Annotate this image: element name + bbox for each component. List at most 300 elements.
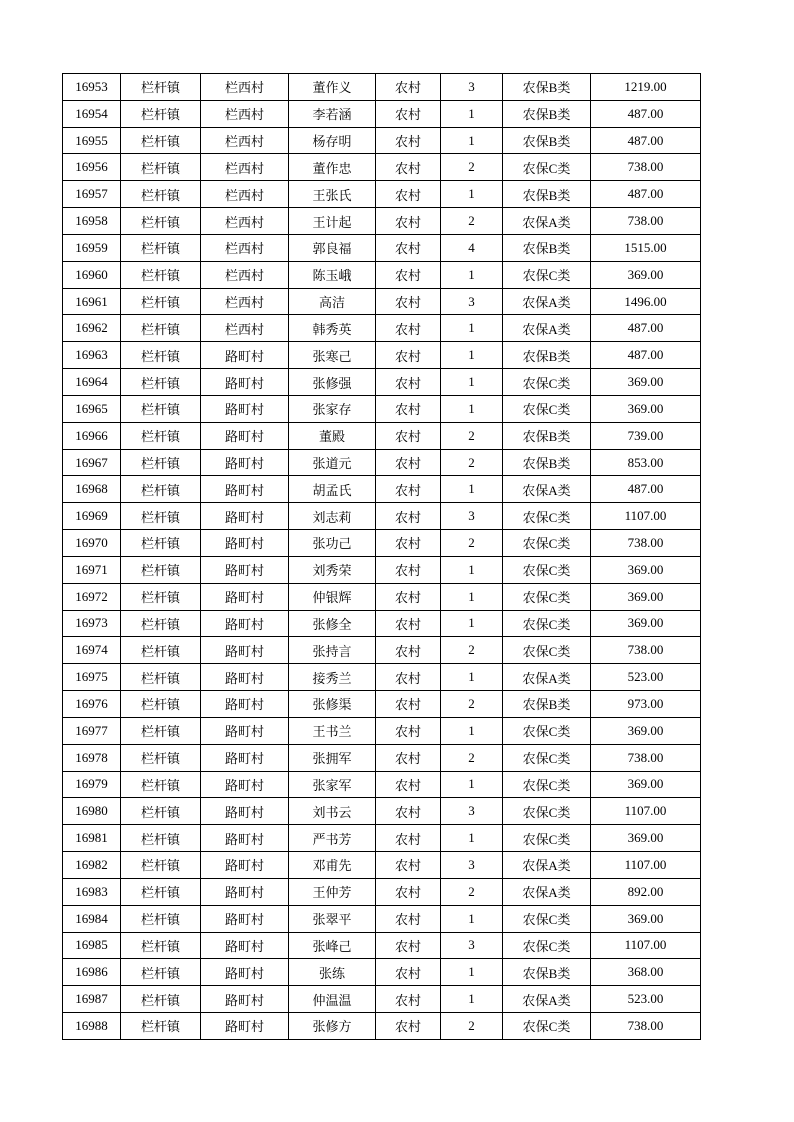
person-count-cell: 1 [441, 100, 503, 127]
town-cell: 栏杆镇 [121, 637, 201, 664]
table-row [63, 503, 701, 530]
town-cell: 栏杆镇 [121, 100, 201, 127]
amount-cell: 1515.00 [591, 234, 701, 261]
town-cell: 栏杆镇 [121, 610, 201, 637]
amount-cell: 369.00 [591, 583, 701, 610]
town-cell: 栏杆镇 [121, 154, 201, 181]
town-cell: 栏杆镇 [121, 717, 201, 744]
person-count-cell: 1 [441, 610, 503, 637]
subsidy-table [62, 73, 701, 1040]
table-row [63, 959, 701, 986]
amount-cell: 738.00 [591, 637, 701, 664]
record-id-cell: 16957 [63, 181, 121, 208]
person-name-cell: 张修方 [289, 1012, 376, 1039]
village-cell: 栏西村 [201, 315, 289, 342]
table-row [63, 422, 701, 449]
amount-cell: 369.00 [591, 610, 701, 637]
table-row [63, 798, 701, 825]
person-name-cell: 王仲芳 [289, 878, 376, 905]
residence-type-cell: 农村 [376, 798, 441, 825]
residence-type-cell: 农村 [376, 74, 441, 101]
table-row [63, 1012, 701, 1039]
town-cell: 栏杆镇 [121, 878, 201, 905]
amount-cell: 369.00 [591, 771, 701, 798]
amount-cell: 738.00 [591, 744, 701, 771]
table-row [63, 932, 701, 959]
insurance-category-cell: 农保A类 [503, 664, 591, 691]
person-count-cell: 1 [441, 395, 503, 422]
record-id-cell: 16955 [63, 127, 121, 154]
person-name-cell: 张峰己 [289, 932, 376, 959]
table-row [63, 530, 701, 557]
village-cell: 栏西村 [201, 181, 289, 208]
residence-type-cell: 农村 [376, 878, 441, 905]
amount-cell: 1107.00 [591, 798, 701, 825]
residence-type-cell: 农村 [376, 100, 441, 127]
town-cell: 栏杆镇 [121, 556, 201, 583]
record-id-cell: 16972 [63, 583, 121, 610]
residence-type-cell: 农村 [376, 637, 441, 664]
person-name-cell: 接秀兰 [289, 664, 376, 691]
record-id-cell: 16979 [63, 771, 121, 798]
amount-cell: 369.00 [591, 395, 701, 422]
table-row [63, 181, 701, 208]
record-id-cell: 16986 [63, 959, 121, 986]
amount-cell: 738.00 [591, 530, 701, 557]
village-cell: 路町村 [201, 825, 289, 852]
person-name-cell: 张道元 [289, 449, 376, 476]
person-count-cell: 1 [441, 825, 503, 852]
person-name-cell: 王计起 [289, 208, 376, 235]
record-id-cell: 16976 [63, 691, 121, 718]
record-id-cell: 16953 [63, 74, 121, 101]
town-cell: 栏杆镇 [121, 127, 201, 154]
town-cell: 栏杆镇 [121, 583, 201, 610]
record-id-cell: 16981 [63, 825, 121, 852]
record-id-cell: 16973 [63, 610, 121, 637]
amount-cell: 1219.00 [591, 74, 701, 101]
town-cell: 栏杆镇 [121, 288, 201, 315]
town-cell: 栏杆镇 [121, 905, 201, 932]
insurance-category-cell: 农保C类 [503, 744, 591, 771]
insurance-category-cell: 农保B类 [503, 181, 591, 208]
amount-cell: 738.00 [591, 208, 701, 235]
village-cell: 路町村 [201, 959, 289, 986]
person-count-cell: 1 [441, 771, 503, 798]
village-cell: 路町村 [201, 1012, 289, 1039]
residence-type-cell: 农村 [376, 691, 441, 718]
table-row [63, 127, 701, 154]
amount-cell: 1107.00 [591, 503, 701, 530]
residence-type-cell: 农村 [376, 744, 441, 771]
village-cell: 路町村 [201, 530, 289, 557]
table-row [63, 395, 701, 422]
person-count-cell: 2 [441, 449, 503, 476]
village-cell: 路町村 [201, 610, 289, 637]
insurance-category-cell: 农保B类 [503, 100, 591, 127]
residence-type-cell: 农村 [376, 610, 441, 637]
record-id-cell: 16974 [63, 637, 121, 664]
person-name-cell: 张寒己 [289, 342, 376, 369]
residence-type-cell: 农村 [376, 342, 441, 369]
amount-cell: 487.00 [591, 342, 701, 369]
amount-cell: 739.00 [591, 422, 701, 449]
amount-cell: 487.00 [591, 127, 701, 154]
town-cell: 栏杆镇 [121, 208, 201, 235]
town-cell: 栏杆镇 [121, 261, 201, 288]
town-cell: 栏杆镇 [121, 449, 201, 476]
record-id-cell: 16984 [63, 905, 121, 932]
table-row [63, 905, 701, 932]
person-name-cell: 张练 [289, 959, 376, 986]
town-cell: 栏杆镇 [121, 664, 201, 691]
amount-cell: 369.00 [591, 369, 701, 396]
table-row [63, 771, 701, 798]
record-id-cell: 16977 [63, 717, 121, 744]
record-id-cell: 16988 [63, 1012, 121, 1039]
amount-cell: 369.00 [591, 717, 701, 744]
village-cell: 路町村 [201, 717, 289, 744]
town-cell: 栏杆镇 [121, 1012, 201, 1039]
person-count-cell: 1 [441, 556, 503, 583]
person-count-cell: 2 [441, 637, 503, 664]
table-row [63, 342, 701, 369]
person-name-cell: 张修渠 [289, 691, 376, 718]
amount-cell: 853.00 [591, 449, 701, 476]
table-row [63, 100, 701, 127]
insurance-category-cell: 农保A类 [503, 878, 591, 905]
village-cell: 路町村 [201, 503, 289, 530]
town-cell: 栏杆镇 [121, 234, 201, 261]
town-cell: 栏杆镇 [121, 691, 201, 718]
person-count-cell: 1 [441, 986, 503, 1013]
insurance-category-cell: 农保B类 [503, 449, 591, 476]
village-cell: 栏西村 [201, 234, 289, 261]
insurance-category-cell: 农保C类 [503, 932, 591, 959]
village-cell: 路町村 [201, 932, 289, 959]
table-row [63, 556, 701, 583]
town-cell: 栏杆镇 [121, 798, 201, 825]
town-cell: 栏杆镇 [121, 771, 201, 798]
record-id-cell: 16954 [63, 100, 121, 127]
village-cell: 路町村 [201, 422, 289, 449]
person-name-cell: 张持言 [289, 637, 376, 664]
insurance-category-cell: 农保C类 [503, 154, 591, 181]
person-count-cell: 2 [441, 691, 503, 718]
amount-cell: 369.00 [591, 261, 701, 288]
person-count-cell: 3 [441, 798, 503, 825]
residence-type-cell: 农村 [376, 503, 441, 530]
town-cell: 栏杆镇 [121, 74, 201, 101]
person-count-cell: 2 [441, 154, 503, 181]
table-row [63, 717, 701, 744]
insurance-category-cell: 农保A类 [503, 208, 591, 235]
village-cell: 路町村 [201, 637, 289, 664]
amount-cell: 738.00 [591, 154, 701, 181]
insurance-category-cell: 农保C类 [503, 369, 591, 396]
person-count-cell: 2 [441, 744, 503, 771]
insurance-category-cell: 农保B类 [503, 234, 591, 261]
amount-cell: 892.00 [591, 878, 701, 905]
person-name-cell: 杨存明 [289, 127, 376, 154]
residence-type-cell: 农村 [376, 395, 441, 422]
record-id-cell: 16965 [63, 395, 121, 422]
village-cell: 路町村 [201, 476, 289, 503]
person-name-cell: 高洁 [289, 288, 376, 315]
record-id-cell: 16978 [63, 744, 121, 771]
record-id-cell: 16966 [63, 422, 121, 449]
record-id-cell: 16987 [63, 986, 121, 1013]
table-row [63, 691, 701, 718]
record-id-cell: 16982 [63, 852, 121, 879]
amount-cell: 1107.00 [591, 932, 701, 959]
insurance-category-cell: 农保A类 [503, 315, 591, 342]
residence-type-cell: 农村 [376, 288, 441, 315]
record-id-cell: 16962 [63, 315, 121, 342]
person-name-cell: 王书兰 [289, 717, 376, 744]
insurance-category-cell: 农保C类 [503, 556, 591, 583]
amount-cell: 368.00 [591, 959, 701, 986]
insurance-category-cell: 农保A类 [503, 986, 591, 1013]
town-cell: 栏杆镇 [121, 986, 201, 1013]
record-id-cell: 16983 [63, 878, 121, 905]
residence-type-cell: 农村 [376, 932, 441, 959]
insurance-category-cell: 农保C类 [503, 395, 591, 422]
person-count-cell: 2 [441, 878, 503, 905]
person-count-cell: 1 [441, 905, 503, 932]
person-count-cell: 3 [441, 852, 503, 879]
record-id-cell: 16970 [63, 530, 121, 557]
table-row [63, 288, 701, 315]
residence-type-cell: 农村 [376, 825, 441, 852]
person-count-cell: 1 [441, 315, 503, 342]
person-count-cell: 4 [441, 234, 503, 261]
table-row [63, 234, 701, 261]
amount-cell: 369.00 [591, 825, 701, 852]
insurance-category-cell: 农保A类 [503, 476, 591, 503]
insurance-category-cell: 农保C类 [503, 610, 591, 637]
amount-cell: 973.00 [591, 691, 701, 718]
village-cell: 路町村 [201, 878, 289, 905]
residence-type-cell: 农村 [376, 127, 441, 154]
table-row [63, 369, 701, 396]
person-count-cell: 1 [441, 342, 503, 369]
residence-type-cell: 农村 [376, 717, 441, 744]
residence-type-cell: 农村 [376, 583, 441, 610]
table-row [63, 449, 701, 476]
person-name-cell: 董作义 [289, 74, 376, 101]
residence-type-cell: 农村 [376, 181, 441, 208]
village-cell: 栏西村 [201, 208, 289, 235]
insurance-category-cell: 农保B类 [503, 342, 591, 369]
person-count-cell: 1 [441, 127, 503, 154]
amount-cell: 523.00 [591, 986, 701, 1013]
town-cell: 栏杆镇 [121, 395, 201, 422]
person-name-cell: 董殿 [289, 422, 376, 449]
amount-cell: 487.00 [591, 476, 701, 503]
person-count-cell: 2 [441, 208, 503, 235]
person-count-cell: 1 [441, 476, 503, 503]
insurance-category-cell: 农保C类 [503, 261, 591, 288]
person-count-cell: 1 [441, 959, 503, 986]
amount-cell: 487.00 [591, 100, 701, 127]
person-count-cell: 3 [441, 288, 503, 315]
table-row [63, 852, 701, 879]
town-cell: 栏杆镇 [121, 181, 201, 208]
village-cell: 栏西村 [201, 154, 289, 181]
person-count-cell: 1 [441, 261, 503, 288]
person-count-cell: 2 [441, 530, 503, 557]
person-name-cell: 董作忠 [289, 154, 376, 181]
person-name-cell: 刘书云 [289, 798, 376, 825]
table-row [63, 664, 701, 691]
person-name-cell: 郭良福 [289, 234, 376, 261]
person-name-cell: 刘志莉 [289, 503, 376, 530]
amount-cell: 523.00 [591, 664, 701, 691]
village-cell: 路町村 [201, 449, 289, 476]
person-count-cell: 3 [441, 503, 503, 530]
table-row [63, 208, 701, 235]
person-count-cell: 1 [441, 583, 503, 610]
record-id-cell: 16971 [63, 556, 121, 583]
record-id-cell: 16964 [63, 369, 121, 396]
table-row [63, 261, 701, 288]
village-cell: 路町村 [201, 664, 289, 691]
village-cell: 路町村 [201, 771, 289, 798]
insurance-category-cell: 农保B类 [503, 691, 591, 718]
insurance-category-cell: 农保C类 [503, 825, 591, 852]
person-name-cell: 陈玉峨 [289, 261, 376, 288]
residence-type-cell: 农村 [376, 208, 441, 235]
person-name-cell: 刘秀荣 [289, 556, 376, 583]
amount-cell: 487.00 [591, 181, 701, 208]
residence-type-cell: 农村 [376, 664, 441, 691]
residence-type-cell: 农村 [376, 905, 441, 932]
town-cell: 栏杆镇 [121, 503, 201, 530]
insurance-category-cell: 农保B类 [503, 422, 591, 449]
person-name-cell: 仲银辉 [289, 583, 376, 610]
table-row [63, 583, 701, 610]
record-id-cell: 16975 [63, 664, 121, 691]
town-cell: 栏杆镇 [121, 932, 201, 959]
insurance-category-cell: 农保C类 [503, 1012, 591, 1039]
person-count-cell: 1 [441, 369, 503, 396]
person-count-cell: 1 [441, 664, 503, 691]
record-id-cell: 16959 [63, 234, 121, 261]
village-cell: 路町村 [201, 852, 289, 879]
person-name-cell: 张修强 [289, 369, 376, 396]
town-cell: 栏杆镇 [121, 825, 201, 852]
village-cell: 路町村 [201, 798, 289, 825]
insurance-category-cell: 农保C类 [503, 530, 591, 557]
village-cell: 路町村 [201, 395, 289, 422]
residence-type-cell: 农村 [376, 1012, 441, 1039]
person-name-cell: 王张氏 [289, 181, 376, 208]
amount-cell: 1496.00 [591, 288, 701, 315]
village-cell: 路町村 [201, 342, 289, 369]
record-id-cell: 16980 [63, 798, 121, 825]
amount-cell: 738.00 [591, 1012, 701, 1039]
amount-cell: 1107.00 [591, 852, 701, 879]
village-cell: 栏西村 [201, 127, 289, 154]
insurance-category-cell: 农保A类 [503, 288, 591, 315]
insurance-category-cell: 农保C类 [503, 905, 591, 932]
table-row [63, 878, 701, 905]
village-cell: 栏西村 [201, 288, 289, 315]
person-name-cell: 张家存 [289, 395, 376, 422]
person-name-cell: 邓甫先 [289, 852, 376, 879]
residence-type-cell: 农村 [376, 261, 441, 288]
table-row [63, 74, 701, 101]
person-count-cell: 1 [441, 717, 503, 744]
town-cell: 栏杆镇 [121, 744, 201, 771]
person-count-cell: 3 [441, 932, 503, 959]
insurance-category-cell: 农保C类 [503, 717, 591, 744]
residence-type-cell: 农村 [376, 315, 441, 342]
insurance-category-cell: 农保C类 [503, 771, 591, 798]
village-cell: 路町村 [201, 691, 289, 718]
record-id-cell: 16956 [63, 154, 121, 181]
insurance-category-cell: 农保C类 [503, 637, 591, 664]
insurance-category-cell: 农保B类 [503, 74, 591, 101]
table-row [63, 476, 701, 503]
person-count-cell: 1 [441, 181, 503, 208]
residence-type-cell: 农村 [376, 530, 441, 557]
record-id-cell: 16967 [63, 449, 121, 476]
person-name-cell: 张功己 [289, 530, 376, 557]
town-cell: 栏杆镇 [121, 315, 201, 342]
table-row [63, 637, 701, 664]
table-row [63, 610, 701, 637]
village-cell: 路町村 [201, 986, 289, 1013]
insurance-category-cell: 农保C类 [503, 503, 591, 530]
town-cell: 栏杆镇 [121, 959, 201, 986]
town-cell: 栏杆镇 [121, 369, 201, 396]
insurance-category-cell: 农保B类 [503, 127, 591, 154]
insurance-category-cell: 农保A类 [503, 852, 591, 879]
residence-type-cell: 农村 [376, 556, 441, 583]
insurance-category-cell: 农保C类 [503, 583, 591, 610]
table-row [63, 315, 701, 342]
record-id-cell: 16968 [63, 476, 121, 503]
residence-type-cell: 农村 [376, 771, 441, 798]
residence-type-cell: 农村 [376, 852, 441, 879]
village-cell: 栏西村 [201, 74, 289, 101]
town-cell: 栏杆镇 [121, 530, 201, 557]
amount-cell: 487.00 [591, 315, 701, 342]
village-cell: 路町村 [201, 369, 289, 396]
residence-type-cell: 农村 [376, 369, 441, 396]
village-cell: 路町村 [201, 905, 289, 932]
record-id-cell: 16960 [63, 261, 121, 288]
residence-type-cell: 农村 [376, 422, 441, 449]
village-cell: 路町村 [201, 583, 289, 610]
village-cell: 栏西村 [201, 100, 289, 127]
person-count-cell: 2 [441, 422, 503, 449]
record-id-cell: 16985 [63, 932, 121, 959]
record-id-cell: 16963 [63, 342, 121, 369]
insurance-category-cell: 农保C类 [503, 798, 591, 825]
residence-type-cell: 农村 [376, 154, 441, 181]
village-cell: 路町村 [201, 556, 289, 583]
person-count-cell: 2 [441, 1012, 503, 1039]
person-count-cell: 3 [441, 74, 503, 101]
table-body [63, 74, 701, 1040]
town-cell: 栏杆镇 [121, 422, 201, 449]
town-cell: 栏杆镇 [121, 476, 201, 503]
table-row [63, 825, 701, 852]
record-id-cell: 16958 [63, 208, 121, 235]
